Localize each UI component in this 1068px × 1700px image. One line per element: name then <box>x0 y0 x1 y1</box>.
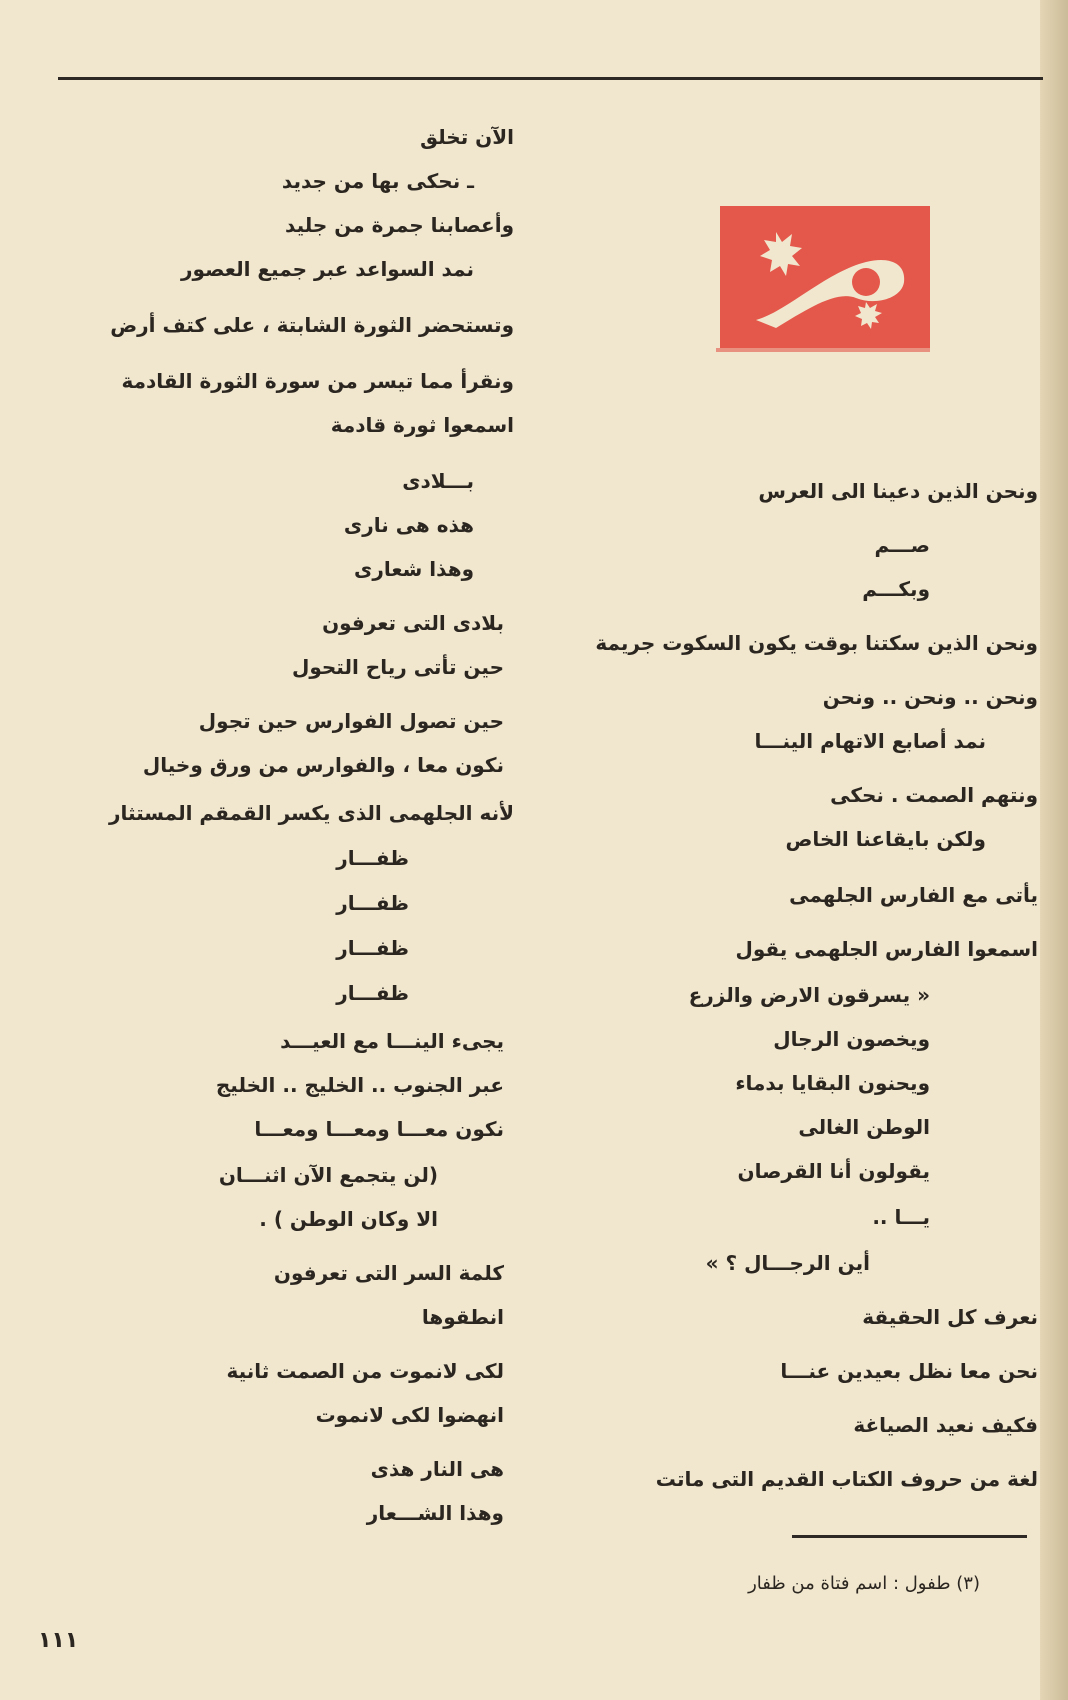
poem-line: لغة من حروف الكتاب القديم التى ماتت <box>655 1467 1038 1491</box>
poem-line: (لن يتجمع الآن اثنـــان <box>218 1163 438 1187</box>
poem-line: حين تصول الفوارس حين تجول <box>198 709 504 733</box>
poem-line: فكيف نعيد الصياغة <box>853 1413 1038 1437</box>
poem-line: لأنه الجلهمى الذى يكسر القمقم المستثار <box>108 801 514 825</box>
footnote: (٣) طفول : اسم فتاة من ظفار <box>748 1573 980 1594</box>
poem-line: ونحن الذين سكتنا بوقت يكون السكوت جريمة <box>595 631 1038 655</box>
poem-line: ظفـــار <box>336 891 409 915</box>
poem-line: بلادى التى تعرفون <box>322 611 504 635</box>
poem-line: نكون معا ، والفوارس من ورق وخيال <box>142 753 504 777</box>
poem-line: وبكـــم <box>862 577 930 601</box>
poem-line: وأعصابنا جمرة من جليد <box>285 213 514 237</box>
poem-line: الا وكان الوطن ) . <box>259 1207 438 1231</box>
poem-line: هى النار هذى <box>370 1457 504 1481</box>
footnote-rule <box>792 1535 1027 1538</box>
poem-line: نمد أصابع الاتهام الينـــا <box>754 729 986 753</box>
poem-line: ظفـــار <box>336 936 409 960</box>
poem-line: ويخصون الرجال <box>773 1027 930 1051</box>
poem-line: ظفـــار <box>336 981 409 1005</box>
poem-line: الآن تخلق <box>420 125 514 149</box>
poem-line: ونقرأ مما تيسر من سورة الثورة القادمة <box>121 369 514 393</box>
poem-line: نحن معا نظل بعيدين عنـــا <box>780 1359 1038 1383</box>
page-number: ١١١ <box>38 1628 79 1653</box>
poem-line: ظفـــار <box>336 846 409 870</box>
poem-line: يقولون أنا القرصان <box>737 1159 930 1183</box>
poem-line: نعرف كل الحقيقة <box>862 1305 1038 1329</box>
poem-line: نمد السواعد عبر جميع العصور <box>181 257 474 281</box>
poem-line: بـــلادى <box>402 469 474 493</box>
poem-line: ـ نحكى بها من جديد <box>281 169 474 193</box>
poem-line: انهضوا لكى لانموت <box>315 1403 504 1427</box>
poem-line: لكى لانموت من الصمت ثانية <box>226 1359 504 1383</box>
poem-line: كلمة السر التى تعرفون <box>273 1261 504 1285</box>
calligraphy-emblem-icon <box>716 202 938 352</box>
poem-line: نكون معـــا ومعـــا ومعـــا <box>254 1117 504 1141</box>
poem-line: ويحنون البقايا بدماء <box>735 1071 930 1095</box>
poem-line: حين تأتى رياح التحول <box>291 655 504 679</box>
page-edge <box>1040 0 1068 1700</box>
poem-line: يـــا .. <box>872 1205 930 1229</box>
poem-line: عبر الجنوب .. الخليج .. الخليج <box>215 1073 504 1097</box>
poem-line: اسمعوا ثورة قادمة <box>330 413 514 437</box>
top-rule <box>58 77 1043 80</box>
poem-line: اسمعوا الفارس الجلهمى يقول <box>735 937 1038 961</box>
poem-line: صـــم <box>874 533 930 557</box>
poem-line: وتستحضر الثورة الشابتة ، على كتف أرض <box>110 313 514 337</box>
poem-line: ولكن بايقاعنا الخاص <box>785 827 986 851</box>
poem-line: يأتى مع الفارس الجلهمى <box>789 883 1038 907</box>
poem-line: ونحن .. ونحن .. ونحن <box>822 685 1038 709</box>
poem-line: وهذا شعارى <box>354 557 474 581</box>
poem-line: « يسرقون الارض والزرع <box>688 983 930 1007</box>
poem-line: ونتهم الصمت . نحكى <box>830 783 1038 807</box>
poem-line: يجىء الينـــا مع العيـــد <box>280 1029 504 1053</box>
poem-line: هذه هى نارى <box>343 513 474 537</box>
poem-line: انطقوها <box>421 1305 504 1329</box>
poem-line: الوطن الغالى <box>798 1115 930 1139</box>
poem-line: ونحن الذين دعينا الى العرس <box>758 479 1038 503</box>
poem-line: وهذا الشـــعار <box>366 1501 504 1525</box>
poem-line: أين الرجـــال ؟ » <box>705 1251 870 1275</box>
